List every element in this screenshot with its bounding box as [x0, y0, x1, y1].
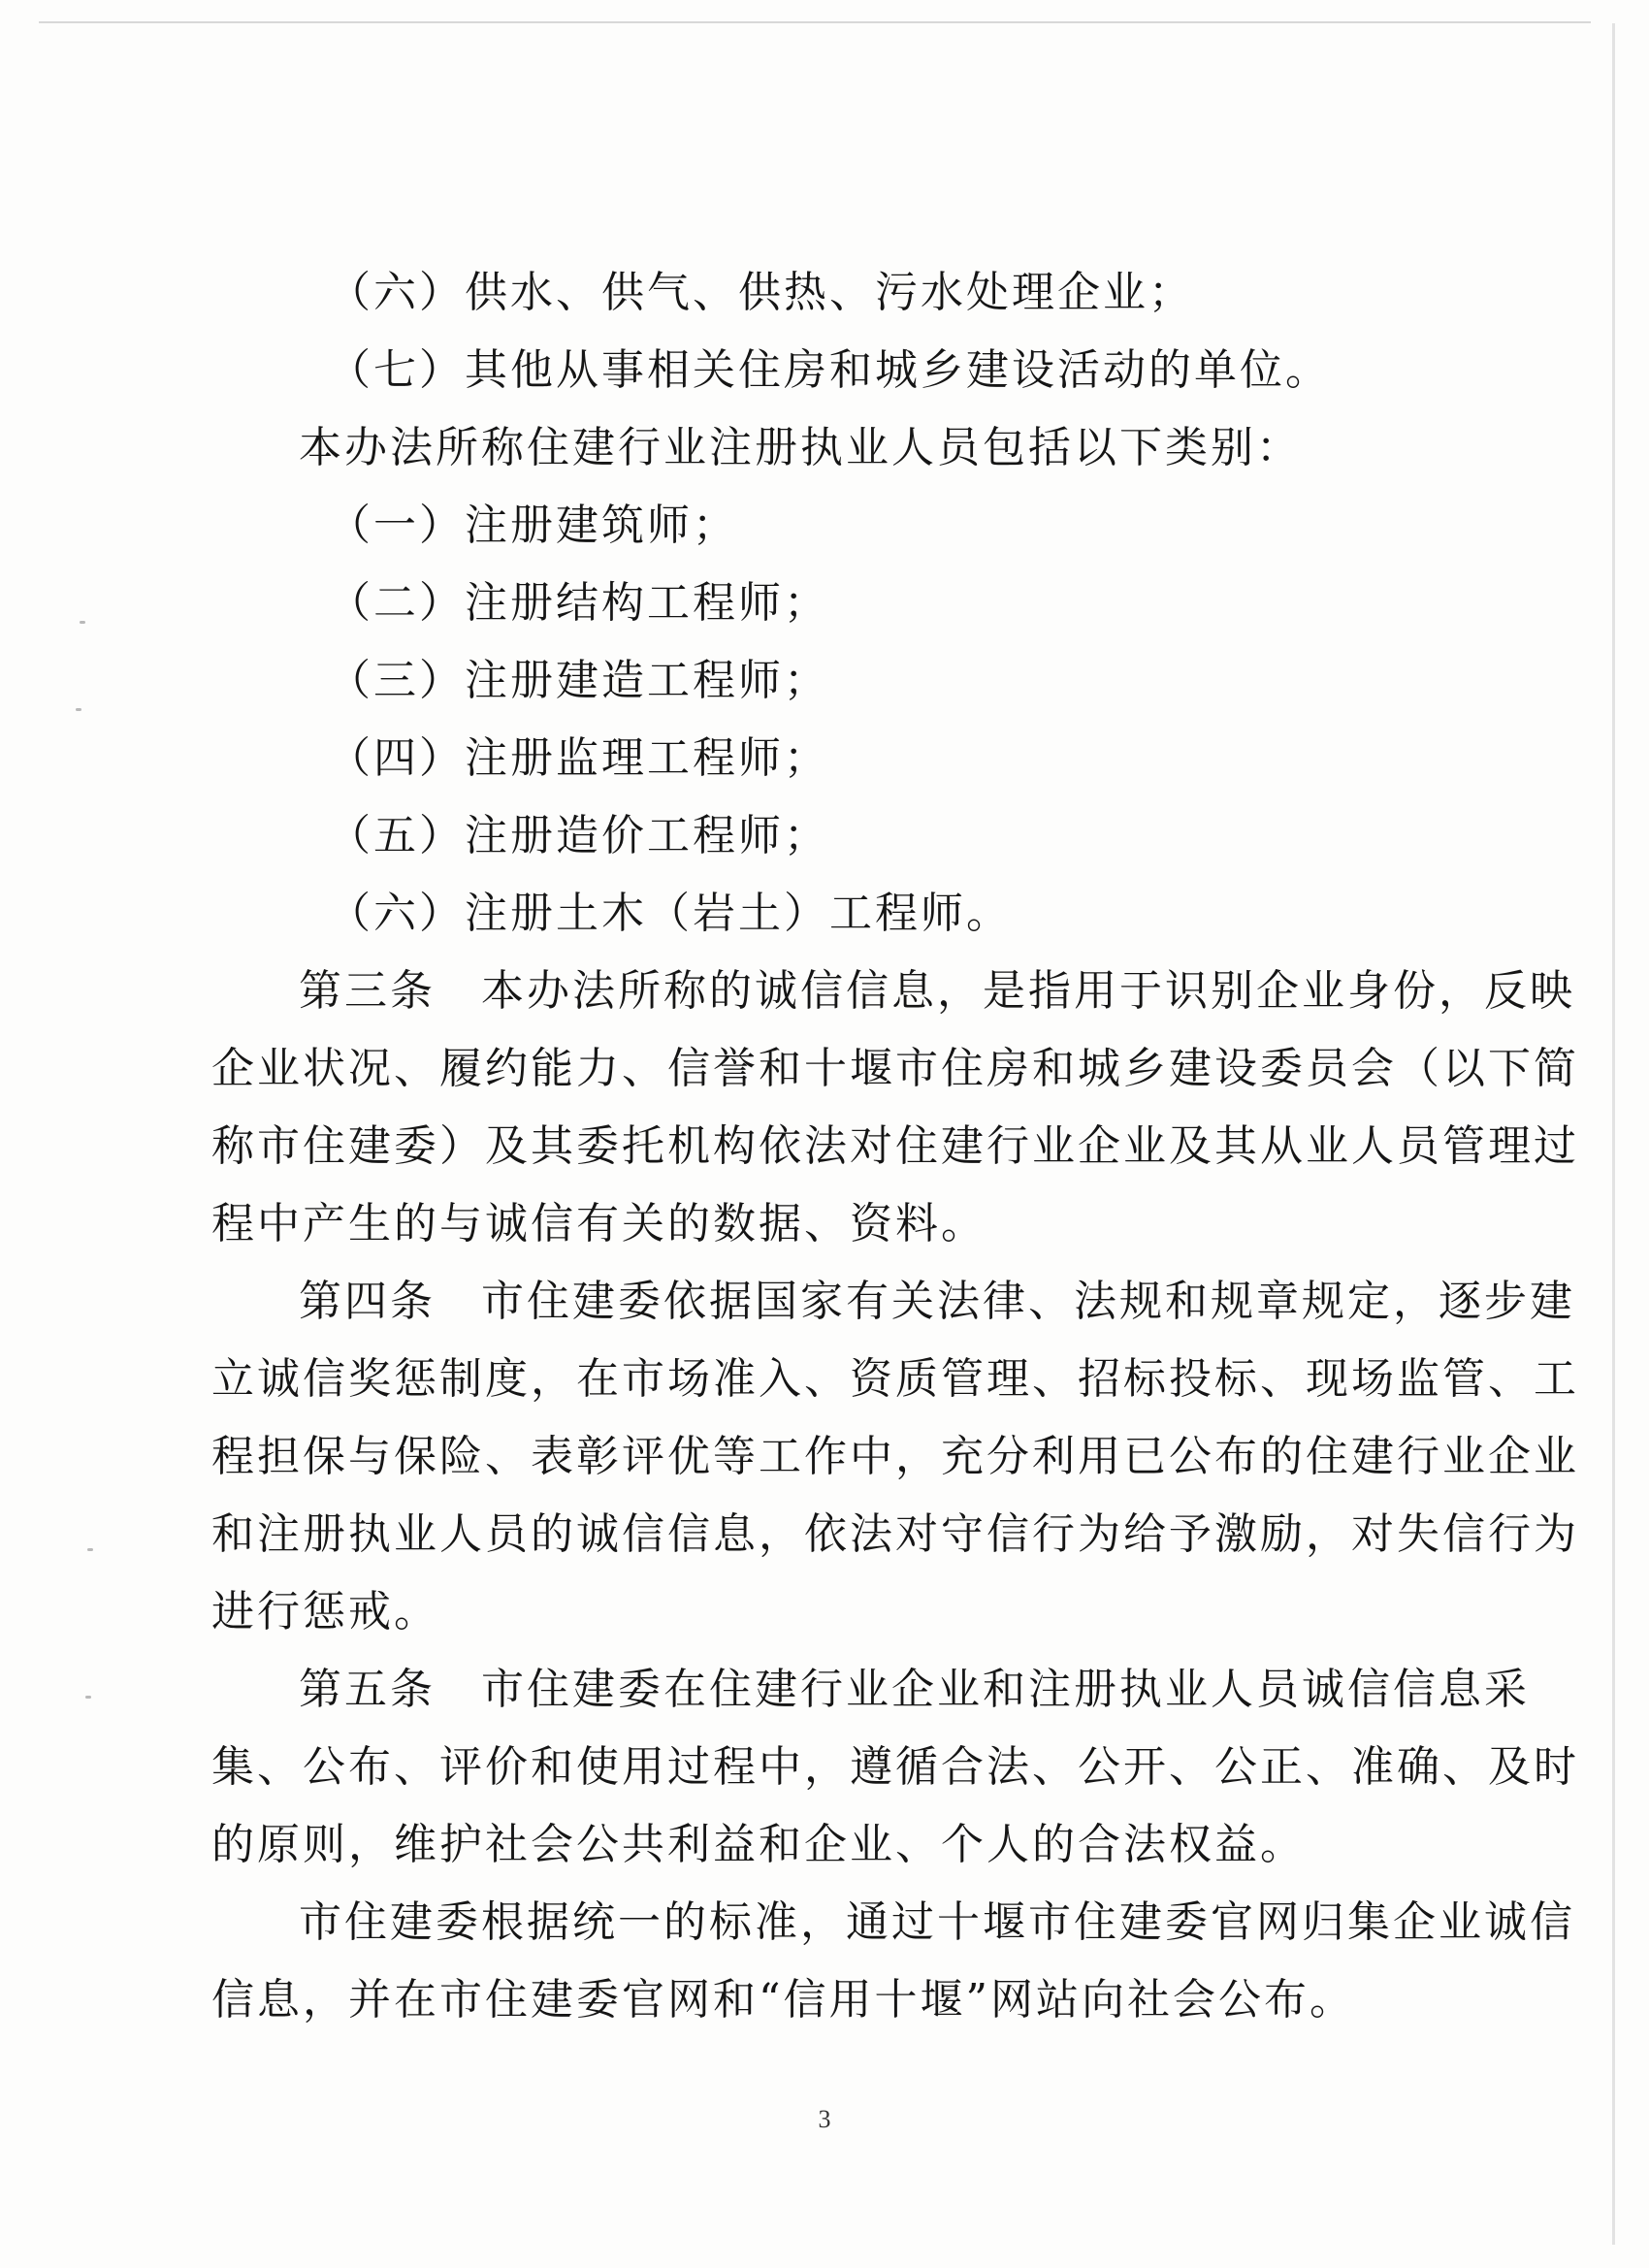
- list-item-supervision-engineer: （四）注册监理工程师；: [328, 733, 829, 783]
- article-3-line-3: 称市住建委）及其委托机构依法对住建行业企业及其从业人员管理过: [211, 1121, 1579, 1171]
- article-3-line-1: 第三条 本办法所称的诚信信息，是指用于识别企业身份，反映: [299, 966, 1575, 1016]
- list-item-construction-engineer: （三）注册建造工程师；: [328, 656, 829, 705]
- list-item-structural-engineer: （二）注册结构工程师；: [328, 578, 829, 628]
- scan-right-edge: [1612, 23, 1615, 2245]
- paragraph-personnel-categories: 本办法所称住建行业注册执业人员包括以下类别：: [299, 423, 1302, 472]
- scan-speck: [76, 708, 81, 711]
- list-item-water-supply: （六）供水、供气、供热、污水处理企业；: [328, 268, 1194, 317]
- article-3-line-2: 企业状况、履约能力、信誉和十堰市住房和城乡建设委员会（以下简: [211, 1044, 1579, 1093]
- list-item-cost-engineer: （五）注册造价工程师；: [328, 811, 829, 860]
- list-item-architect: （一）注册建筑师；: [328, 501, 738, 550]
- article-4-line-5: 进行惩戒。: [211, 1587, 439, 1636]
- list-item-other-units: （七）其他从事相关住房和城乡建设活动的单位。: [328, 345, 1331, 395]
- paragraph-publication-line-2: 信息，并在市住建委官网和“信用十堰”网站向社会公布。: [211, 1975, 1355, 2025]
- article-5-line-2: 集、公布、评价和使用过程中，遵循合法、公开、公正、准确、及时: [211, 1742, 1579, 1792]
- scan-speck: [85, 1696, 91, 1699]
- paragraph-publication-line-1: 市住建委根据统一的标准，通过十堰市住建委官网归集企业诚信: [299, 1897, 1575, 1947]
- scan-speck: [80, 621, 85, 624]
- article-4-line-2: 立诚信奖惩制度，在市场准入、资质管理、招标投标、现场监管、工: [211, 1354, 1579, 1404]
- article-5-line-1: 第五条 市住建委在住建行业企业和注册执业人员诚信信息采: [299, 1665, 1530, 1714]
- article-4-line-1: 第四条 市住建委依据国家有关法律、法规和规章规定，逐步建: [299, 1277, 1575, 1326]
- list-item-civil-engineer: （六）注册土木（岩土）工程师。: [328, 889, 1012, 938]
- article-5-line-3: 的原则，维护社会公共利益和企业、个人的合法权益。: [211, 1820, 1306, 1869]
- article-4-line-4: 和注册执业人员的诚信信息，依法对守信行为给予激励，对失信行为: [211, 1509, 1579, 1559]
- page-number: 3: [818, 2105, 831, 2133]
- document-body: [211, 254, 1579, 2039]
- scan-top-edge: [39, 21, 1591, 23]
- article-3-line-4: 程中产生的与诚信有关的数据、资料。: [211, 1199, 986, 1248]
- scan-speck: [87, 1548, 93, 1551]
- article-4-line-3: 程担保与保险、表彰评优等工作中，充分利用已公布的住建行业企业: [211, 1432, 1579, 1481]
